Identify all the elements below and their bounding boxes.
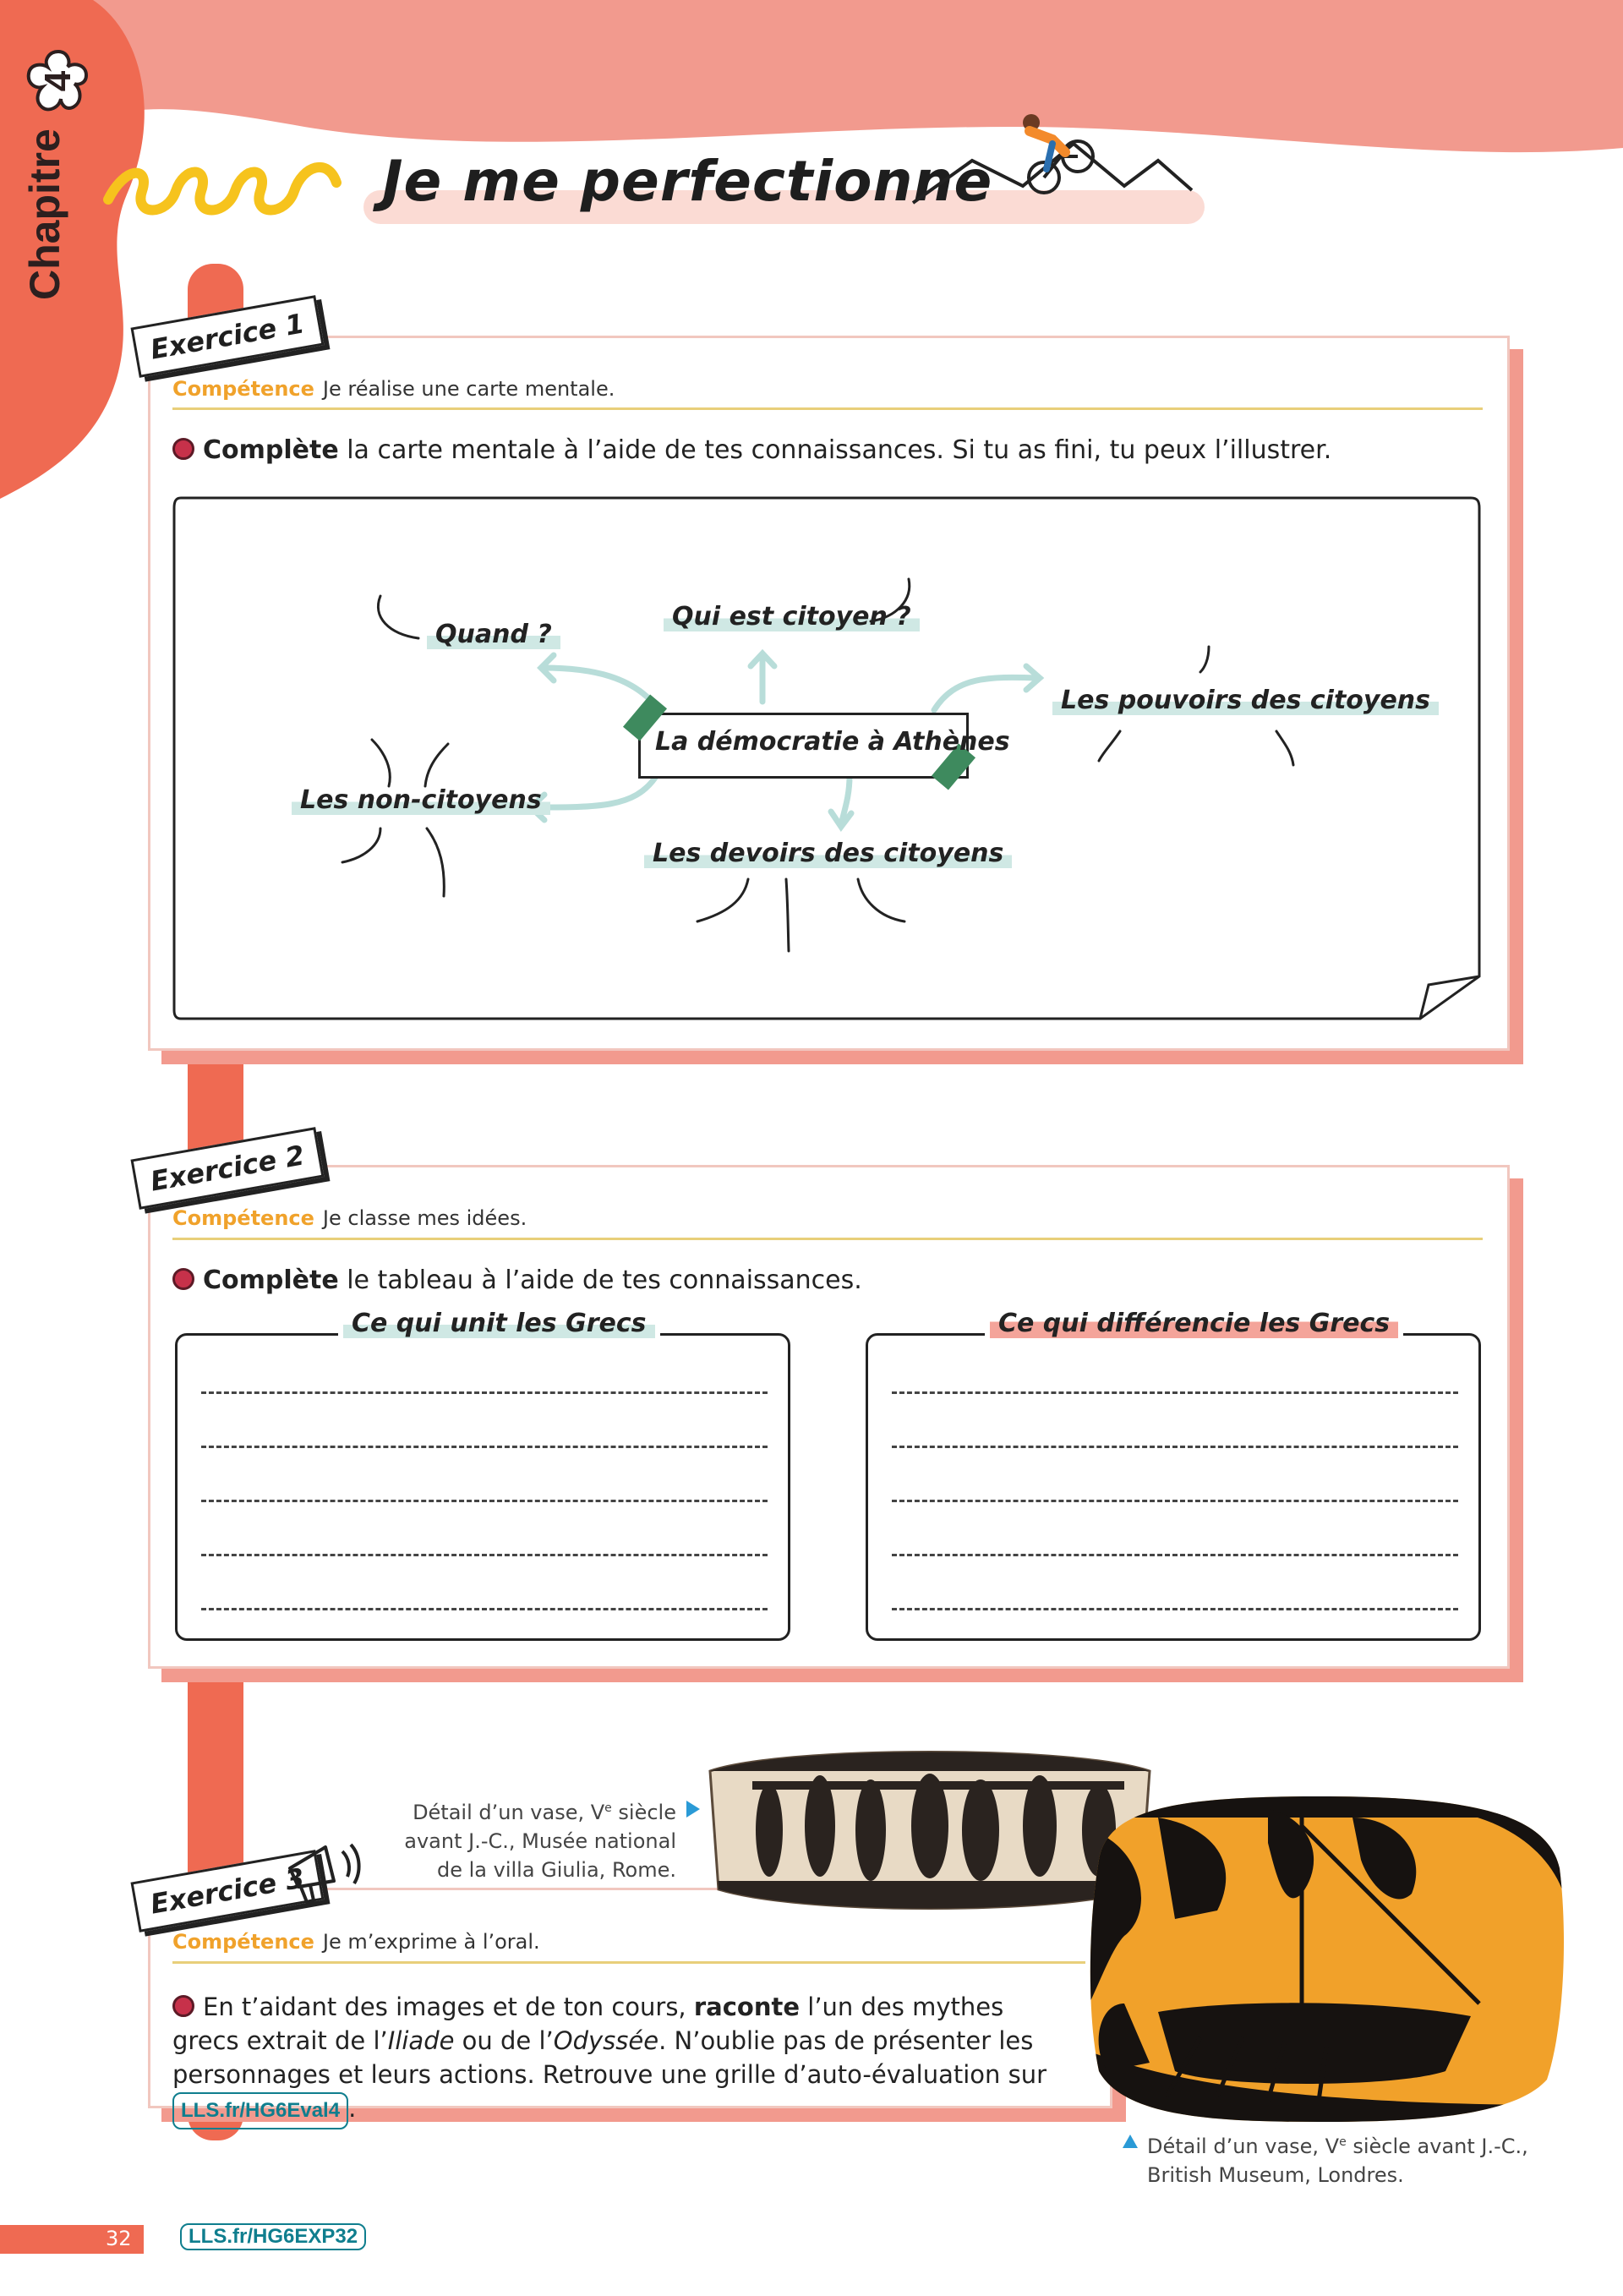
competence-rule: [172, 1961, 1085, 1964]
writing-line: [892, 1500, 1458, 1502]
writing-line: [201, 1500, 768, 1502]
writing-line: [201, 1446, 768, 1448]
instruction-bold: Complète: [203, 435, 339, 465]
competence-label: Compétence: [172, 1930, 314, 1954]
vase1-caption: Détail d’un vase, Ve siècle avant J.-C., Musée national de la villa Giulia, Rome.: [404, 1801, 676, 1882]
bullet-icon: [172, 1995, 194, 2017]
page-title: Je me perfectionne: [382, 149, 993, 214]
competence-text: Je m’exprime à l’oral.: [322, 1930, 540, 1954]
footer-link-wrap: [180, 2223, 366, 2250]
chapter-label: Chapitre: [21, 128, 68, 300]
mindmap-branches: [321, 575, 1386, 955]
mindmap-quand: Quand ?: [427, 620, 560, 649]
writing-line: [892, 1446, 1458, 1448]
mindmap-non-citoyens: Les non-citoyens: [292, 785, 550, 815]
exercise1-instruction: [172, 435, 1331, 465]
table-box-right[interactable]: [866, 1333, 1481, 1641]
competence-rule: [172, 407, 1483, 410]
writing-line: [892, 1391, 1458, 1394]
instruction-text: la carte mentale à l’aide de tes connaissances. Si tu as fini, tu peux l’illustrer.: [338, 435, 1332, 465]
competence-label: Compétence: [172, 377, 314, 401]
page-number: 32: [106, 2227, 132, 2250]
table-box-left[interactable]: [175, 1333, 790, 1641]
bullet-icon: [172, 1268, 194, 1290]
mindmap-center-label: La démocratie à Athènes: [655, 727, 1010, 757]
exercise3-instruction: En t’aidant des images et de ton cours, raconte l’un des mythes grecs extrait de l’Iliade ou de l’Odyssée. N’oublie pas de présenter les personnages et leurs actions. Retrouve une grille d’auto-évaluation sur LLS.fr/HG6Eval4 .: [172, 1990, 1073, 2129]
exercise1-tab: Exercice 1: [130, 295, 324, 378]
exercise3-tab: Exercice 3: [130, 1850, 324, 1932]
writing-line: [892, 1608, 1458, 1610]
mindmap-pouvoirs: Les pouvoirs des citoyens: [1052, 686, 1439, 715]
caption-arrow-icon: [1123, 2135, 1138, 2148]
squiggle-decoration: [100, 157, 345, 225]
cyclist-icon: [904, 110, 1196, 207]
exercise2-instruction: [172, 1266, 862, 1295]
mindmap-devoirs: Les devoirs des citoyens: [644, 839, 1012, 868]
eval-link[interactable]: LLS.fr/HG6Eval4: [172, 2092, 348, 2129]
exercise1-competence: [172, 377, 615, 401]
writing-line: [201, 1391, 768, 1394]
footer-link[interactable]: LLS.fr/HG6EXP32: [180, 2223, 366, 2250]
megaphone-icon: [283, 1834, 363, 1906]
box-right-title: Ce qui différencie les Grecs: [985, 1309, 1403, 1338]
competence-label: Compétence: [172, 1206, 314, 1230]
box-left-title: Ce qui unit les Grecs: [338, 1309, 660, 1338]
caption-arrow-icon: [686, 1801, 700, 1818]
chapter-number: 4: [37, 70, 79, 92]
mindmap-qui: Qui est citoyen ?: [664, 602, 920, 631]
vase-image-2: [1074, 1792, 1568, 2126]
exercise3-competence: [172, 1930, 540, 1954]
instruction-bold: Complète: [203, 1266, 339, 1295]
competence-text: Je réalise une carte mentale.: [322, 377, 615, 401]
writing-line: [892, 1554, 1458, 1556]
competence-text: Je classe mes idées.: [322, 1206, 527, 1230]
bullet-icon: [172, 438, 194, 460]
competence-rule: [172, 1238, 1483, 1240]
vase2-caption: Détail d’un vase, Ve siècle avant J.-C., British Museum, Londres.: [1147, 2135, 1528, 2187]
exercise2-competence: [172, 1206, 527, 1230]
exercise2-tab: Exercice 2: [130, 1127, 324, 1210]
instruction-text: le tableau à l’aide de tes connaissances.: [338, 1266, 862, 1295]
writing-line: [201, 1608, 768, 1610]
writing-line: [201, 1554, 768, 1556]
